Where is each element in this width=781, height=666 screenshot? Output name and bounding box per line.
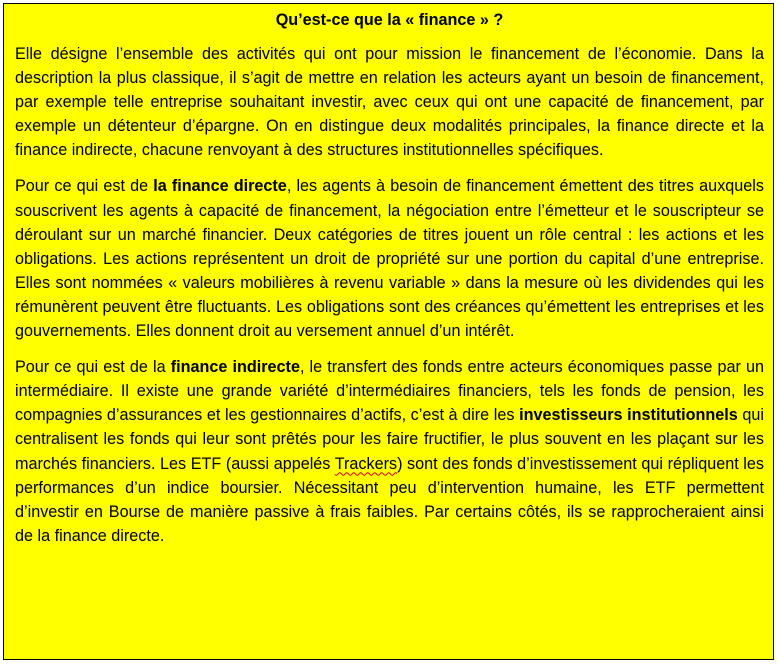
p2-text-start: Pour ce qui est de: [15, 177, 154, 196]
paragraph-finance-indirecte: [15, 355, 764, 548]
p2-text-end: , les agents à besoin de financement émettent des titres auxquels souscrivent les agents à capacité de financement, la négociation entre l’émetteur et le souscripteur se déroulant sur un marché financier. Deux catégories de titres jouent un rôle central : les actions et les obligations. Les actions représentent un droit de propriété sur une portion du capital d’une entreprise. Elles sont nommées « valeurs mobilières à revenu variable » dans la mesure où les dividendes qui les rémunèrent peuvent être fluctuants. Les obligations sont des créances qu’émettent les entreprises et les gouvernements. Elles donnent droit au versement annuel d’un intérêt.: [15, 177, 764, 341]
p3-text-middle: , le transfert des fonds entre acteurs économiques passe par un intermédiaire. Il existe une grande variété d’intermédiaires financiers, tels les fonds de pension, les compagnies d’assurances et les gestionnaires d’actifs, c’est à dire les: [15, 358, 765, 425]
text-box: [3, 3, 774, 660]
paragraph-finance-directe: [15, 174, 764, 343]
term-finance-directe: la finance directe: [153, 177, 287, 196]
p3-text-middle-2: qui centralisent les fonds qui leur sont prêtés pour les faire fructifier, le plus souvent en les plaçant sur les marchés financiers. Les ETF (aussi appelés: [15, 406, 764, 473]
term-finance-indirecte: finance indirecte: [170, 358, 300, 377]
paragraph-definition: Elle désigne l’ensemble des activités qui ont pour mission le financement de l’économie. Dans la description la plus classique, il s’agit de mettre en relation les acteurs ayant un besoin de financement, par exemple telle entreprise souhaitant investir, avec ceux qui ont une capacité de financement, par exemple un détenteur d’épargne. On en distingue deux modalités principales, la finance directe et la finance indirecte, chacune renvoyant à des structures institutionnelles spécifiques.: [15, 45, 764, 160]
box-title: Qu’est-ce que la « finance » ?: [275, 11, 504, 29]
term-investisseurs-institutionnels: investisseurs institutionnels: [519, 406, 738, 425]
spellcheck-word-trackers: Trackers: [334, 454, 398, 473]
p3-text-start: Pour ce qui est de la: [15, 358, 171, 377]
p3-text-end: ) sont des fonds d’investissement qui répliquent les performances d’un indice boursier. Nécessitant peu d’intervention humaine, les ETF permettent d’investir en Bourse de manière passive à frais faibles. Par certains côtés, ils se rapprocheraient ainsi de la finance directe.: [15, 454, 764, 545]
